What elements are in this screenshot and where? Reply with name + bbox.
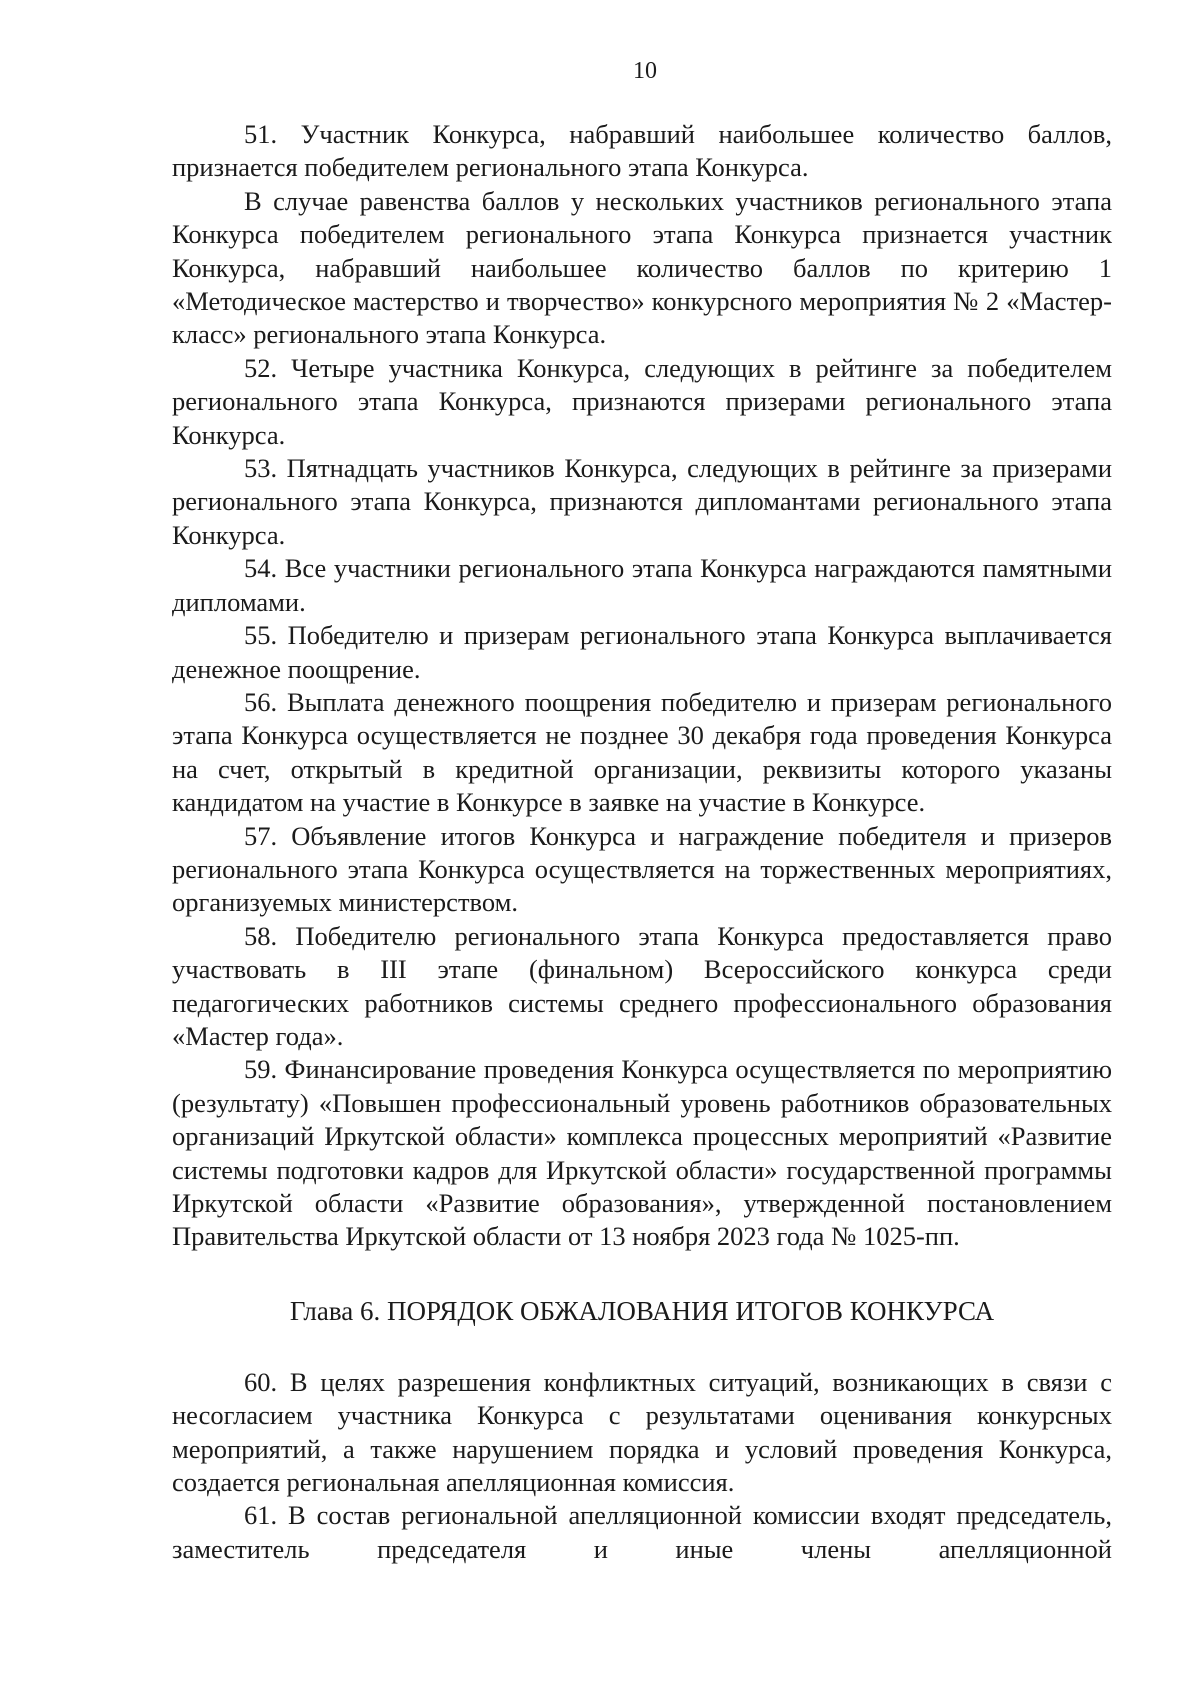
paragraph-60: 60. В целях разрешения конфликтных ситуаций, возникающих в связи с несогласием участника Конкурса с результатами оценивания конкурсных мероприятий, а также нарушением порядка и условий проведения Конкурса, создается региональная апелляционная комиссия.: [172, 1366, 1112, 1498]
document-body: [172, 118, 1112, 1566]
paragraph-51: 51. Участник Конкурса, набравший наибольшее количество баллов, признается победителем регионального этапа Конкурса.: [172, 119, 1112, 183]
paragraph-61: 61. В состав региональной апелляционной комиссии входят председатель, заместитель председателя и иные члены апелляционной: [172, 1500, 1112, 1564]
page-number: 10: [633, 58, 657, 84]
paragraph-54: 54. Все участники регионального этапа Конкурса награждаются памятными дипломами.: [172, 553, 1112, 617]
paragraph-58: 58. Победителю регионального этапа Конкурса предоставляется право участвовать в III этапе (финальном) Всероссийского конкурса среди педагогических работников системы среднего профессионального образования «Мастер года».: [172, 920, 1112, 1051]
chapter-heading: Глава 6. ПОРЯДОК ОБЖАЛОВАНИЯ ИТОГОВ КОНКУРСА: [289, 1295, 995, 1326]
paragraph-56: 56. Выплата денежного поощрения победителю и призерам регионального этапа Конкурса осуществляется не позднее 30 декабря года проведения Конкурса на счет, открытый в кредитной организации, реквизиты которого указаны кандидатом на участие в Конкурсе в заявке на участие в Конкурсе.: [172, 686, 1112, 818]
paragraph-52: 52. Четыре участника Конкурса, следующих в рейтинге за победителем регионального этапа Конкурса, признаются призерами регионального этапа Конкурса.: [172, 352, 1112, 450]
paragraph-53: 53. Пятнадцать участников Конкурса, следующих в рейтинге за призерами регионального этапа Конкурса, признаются дипломантами регионального этапа Конкурса.: [172, 453, 1112, 550]
paragraph-51-tie: В случае равенства баллов у нескольких участников регионального этапа Конкурса победителем регионального этапа Конкурса признается участник Конкурса, набравший наибольшее количество баллов по критерию 1 «Методическое мастерство и творчество» конкурсного мероприятия № 2 «Мастер-класс» регионального этапа Конкурса.: [172, 185, 1112, 350]
paragraph-55: 55. Победителю и призерам регионального этапа Конкурса выплачивается денежное поощрение.: [172, 620, 1112, 684]
paragraph-57: 57. Объявление итогов Конкурса и награждение победителя и призеров регионального этапа Конкурса осуществляется на торжественных мероприятиях, организуемых министерством.: [172, 820, 1112, 918]
paragraph-59: 59. Финансирование проведения Конкурса осуществляется по мероприятию (результату) «Повышен профессиональный уровень работников образовательных организаций Иркутской области» комплекса процессных мероприятий «Развитие системы подготовки кадров для Иркутской области» государственной программы Иркутской области «Развитие образования», утвержденной постановлением Правительства Иркутской области от 13 ноября 2023 года № 1025-пп.: [172, 1054, 1112, 1252]
